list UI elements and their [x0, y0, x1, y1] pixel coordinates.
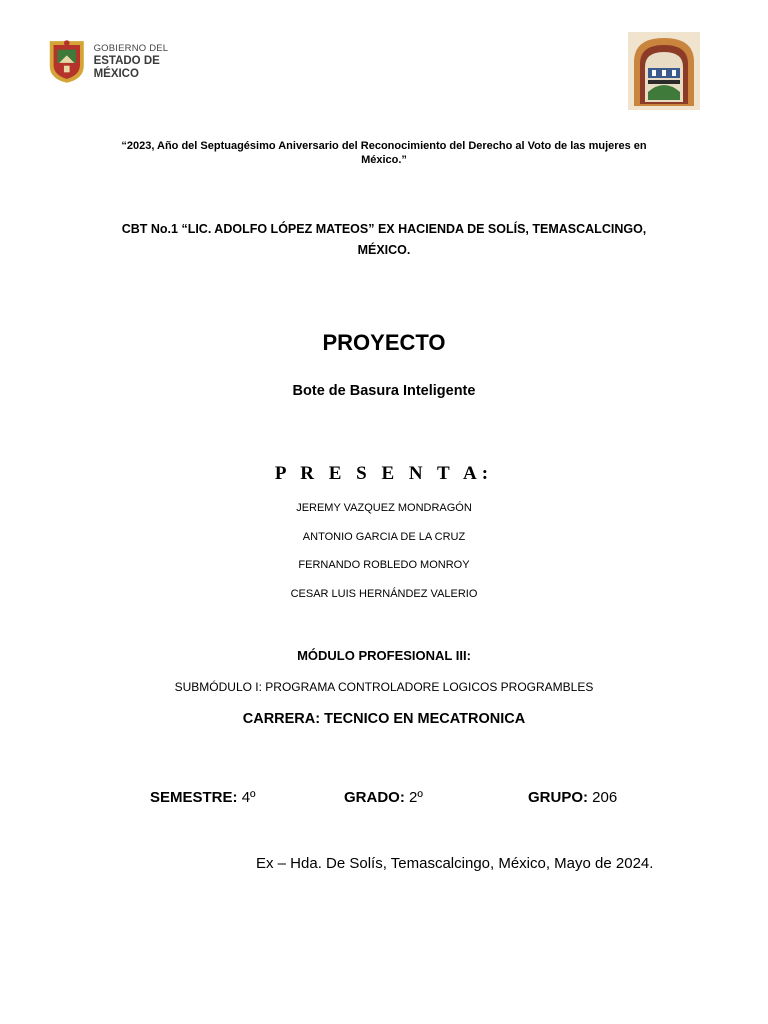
grado-label: GRADO:: [344, 789, 405, 806]
submodule-text: SUBMÓDULO I: PROGRAMA CONTROLADORE LOGICOS PROGRAMBLES: [174, 680, 594, 694]
grupo-field: [528, 789, 617, 806]
grupo-label: GRUPO:: [528, 789, 588, 806]
school-name-line1: CBT No.1 “LIC. ADOLFO LÓPEZ MATEOS” EX HACIENDA DE SOLÍS, TEMASCALCINGO,: [121, 222, 647, 236]
state-crest-icon: [46, 36, 88, 86]
module-heading: MÓDULO PROFESIONAL III:: [297, 648, 471, 663]
grado-field: [344, 789, 423, 806]
student-name: FERNANDO ROBLEDO MONROY: [298, 559, 470, 571]
student-name: ANTONIO GARCIA DE LA CRUZ: [302, 530, 466, 543]
grupo-value: 206: [592, 789, 618, 806]
semestre-value: 4º: [241, 789, 256, 806]
school-emblem-icon: [628, 32, 700, 110]
presenta-heading: P R E S E N T A:: [274, 463, 494, 484]
school-name-line2: MÉXICO.: [357, 243, 411, 257]
slogan: [0, 139, 768, 167]
student-name: JEREMY VAZQUEZ MONDRAGÓN: [296, 502, 472, 514]
gov-logo-line1: GOBIERNO DEL: [93, 42, 169, 54]
place-date: Ex – Hda. De Solís, Temascalcingo, México, Mayo de 2024.: [256, 855, 654, 872]
gov-logo: [46, 32, 202, 90]
student-list: [0, 502, 768, 616]
semestre-label: SEMESTRE:: [150, 789, 238, 806]
school-name: [0, 219, 768, 261]
project-label: PROYECTO: [322, 330, 446, 355]
gov-logo-line2: ESTADO DE MÉXICO: [93, 54, 160, 80]
student-name: CESAR LUIS HERNÁNDEZ VALERIO: [290, 587, 478, 600]
career-heading: CARRERA: TECNICO EN MECATRONICA: [242, 711, 526, 727]
slogan-line2: México.”: [361, 154, 407, 166]
project-title: Bote de Basura Inteligente: [292, 383, 476, 399]
grado-value: 2º: [409, 789, 423, 806]
semestre-field: [150, 789, 256, 806]
school-logo: [628, 32, 700, 110]
slogan-line1: “2023, Año del Septuagésimo Aniversario del Reconocimiento del Derecho al Voto de las mujeres en: [121, 140, 647, 152]
